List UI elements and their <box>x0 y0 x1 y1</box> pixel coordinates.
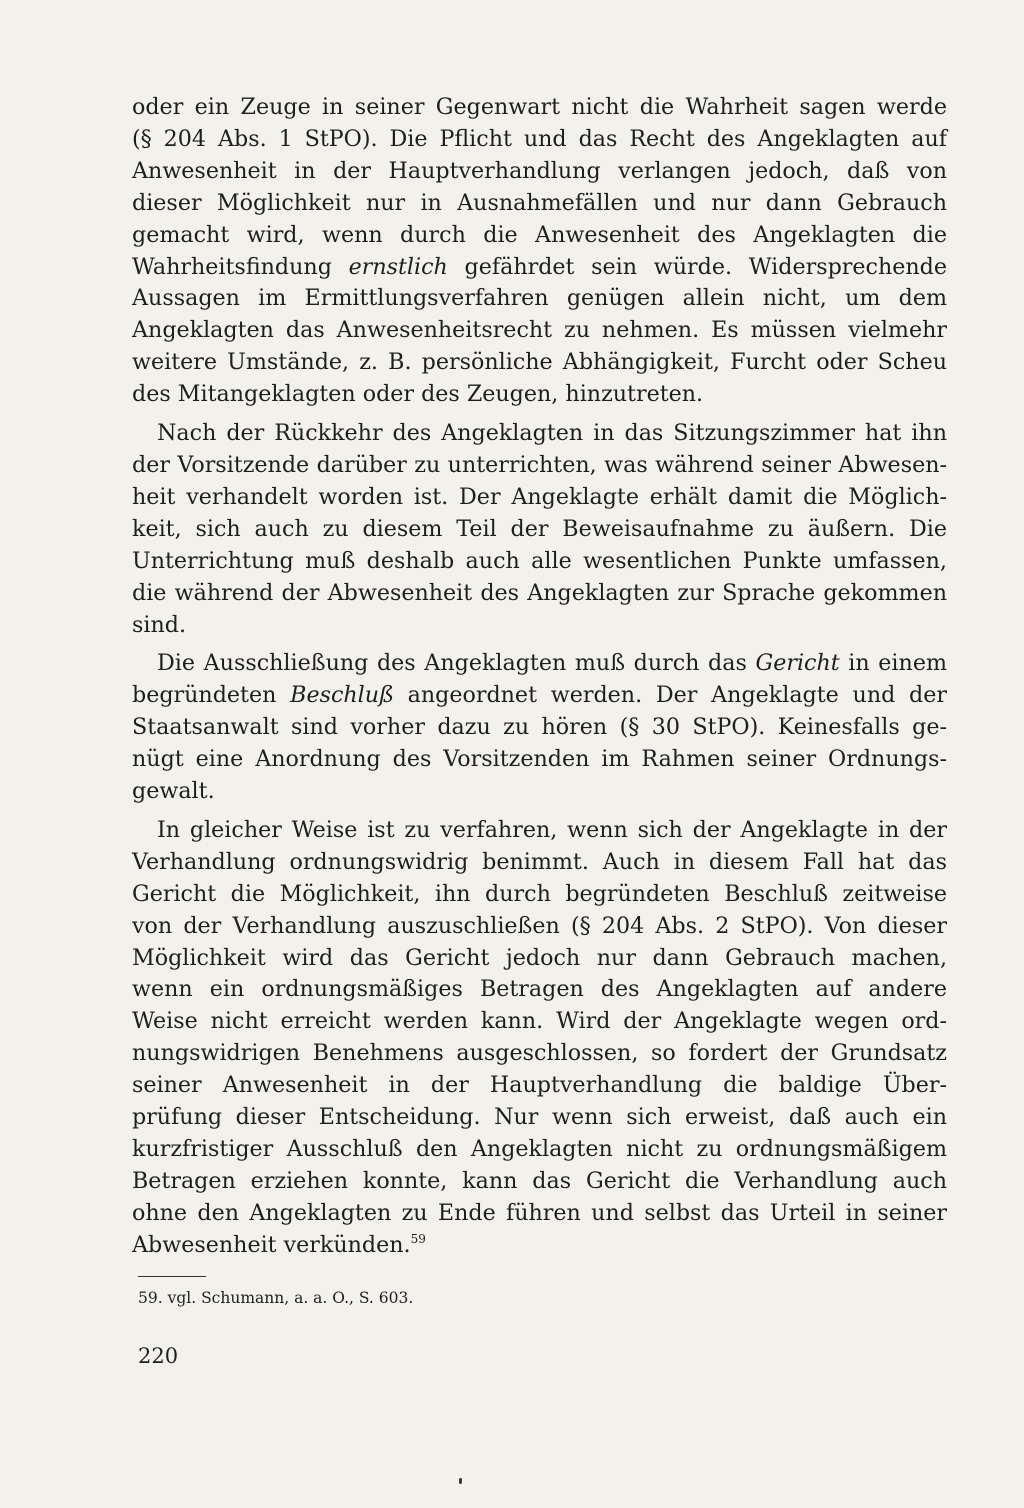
text-run: Staatsanwalt sind vorher dazu zu hören (§ 30 StPO). Keinesfalls ge- <box>132 714 947 741</box>
text-line <box>132 379 947 411</box>
text-run: wenn ein ordnungsmäßiges Betragen des Angeklagten auf andere <box>132 976 947 1003</box>
text-line <box>132 315 947 347</box>
text-line <box>132 1006 947 1038</box>
text-line <box>132 482 947 514</box>
text-run: heit verhandelt worden ist. Der Angeklagte erhält damit die Möglich- <box>132 483 947 510</box>
text-run: Möglichkeit wird das Gericht jedoch nur dann Gebrauch machen, <box>132 944 947 971</box>
text-run: weitere Umstände, z. B. persönliche Abhängigkeit, Furcht oder Scheu <box>132 349 947 376</box>
text-line <box>132 124 947 156</box>
text-line <box>132 1038 947 1070</box>
text-run: Abwesenheit verkünden. <box>132 1231 411 1258</box>
text-line <box>132 815 947 847</box>
text-run: nungswidrigen Benehmens ausgeschlossen, so fordert der Grundsatz <box>132 1040 947 1067</box>
text-line <box>132 220 947 252</box>
text-run: Die Ausschließung des Angeklagten muß durch das <box>157 650 756 677</box>
text-line <box>132 514 947 546</box>
page-number: 220 <box>138 1344 179 1368</box>
footnote-separator <box>138 1276 206 1277</box>
text-run: nügt eine Anordnung des Vorsitzenden im Rahmen seiner Ordnungs- <box>132 746 947 773</box>
emphasized-text: Gericht <box>755 650 840 677</box>
text-line <box>132 776 947 808</box>
text-run: Weise nicht erreicht werden kann. Wird der Angeklagte wegen ord- <box>132 1008 947 1035</box>
text-line <box>132 546 947 578</box>
text-run: Betragen erziehen konnte, kann das Gericht die Verhandlung auch <box>132 1167 947 1194</box>
text-line <box>132 744 947 776</box>
text-line <box>132 418 947 450</box>
text-run: sind. <box>132 611 187 638</box>
text-run: in einem <box>839 650 947 677</box>
text-line <box>132 610 947 642</box>
text-run: gemacht wird, wenn durch die Anwesenheit des Angeklagten die <box>132 221 947 248</box>
text-run: gewalt. <box>132 778 215 805</box>
text-run: Aussagen im Ermittlungsverfahren genügen allein nicht, um dem <box>132 285 947 312</box>
text-line <box>132 188 947 220</box>
text-line <box>132 847 947 879</box>
text-line <box>132 92 947 124</box>
print-speck <box>459 1478 462 1484</box>
text-line <box>132 450 947 482</box>
text-run: gefährdet sein würde. Widersprechende <box>447 253 947 280</box>
text-line <box>132 974 947 1006</box>
paragraph-3 <box>132 648 947 808</box>
text-run: Wahrheitsfindung <box>132 253 349 280</box>
text-run: ohne den Angeklagten zu Ende führen und selbst das Urteil in seiner <box>132 1199 947 1226</box>
text-line <box>132 283 947 315</box>
text-line <box>132 1134 947 1166</box>
text-line <box>132 1102 947 1134</box>
text-run: die während der Abwesenheit des Angeklagten zur Sprache gekommen <box>132 579 947 606</box>
text-run: Angeklagten das Anwesenheitsrecht zu nehmen. Es müssen vielmehr <box>132 317 947 344</box>
emphasized-text: Beschluß <box>290 682 394 709</box>
emphasized-text: ernstlich <box>348 253 448 280</box>
text-line <box>132 156 947 188</box>
text-run: von der Verhandlung auszuschließen (§ 204 Abs. 2 StPO). Von dieser <box>132 912 947 939</box>
footnote-reference: 59 <box>410 1231 426 1246</box>
text-run: angeordnet werden. Der Angeklagte und der <box>393 682 947 709</box>
text-run: des Mitangeklagten oder des Zeugen, hinzutreten. <box>132 381 704 408</box>
paragraph-1 <box>132 92 947 411</box>
text-run: Nach der Rückkehr des Angeklagten in das Sitzungszimmer hat ihn <box>157 420 947 447</box>
text-run: dieser Möglichkeit nur in Ausnahmefällen und nur dann Gebrauch <box>132 189 947 216</box>
page-body <box>132 92 947 1269</box>
text-run: Unterrichtung muß deshalb auch alle wesentlichen Punkte umfassen, <box>132 547 947 574</box>
text-line <box>132 680 947 712</box>
text-run: In gleicher Weise ist zu verfahren, wenn sich der Angeklagte in der <box>157 816 947 843</box>
text-run: prüfung dieser Entscheidung. Nur wenn sich erweist, daß auch ein <box>132 1104 947 1131</box>
text-line <box>132 712 947 744</box>
text-line <box>132 1230 947 1262</box>
paragraph-2 <box>132 418 947 641</box>
text-run: oder ein Zeuge in seiner Gegenwart nicht die Wahrheit sagen werde <box>132 94 947 120</box>
text-run: Gericht die Möglichkeit, ihn durch begründeten Beschluß zeitweise <box>132 880 947 907</box>
text-run: Anwesenheit in der Hauptverhandlung verlangen jedoch, daß von <box>132 157 947 184</box>
text-line <box>132 1070 947 1102</box>
text-run: (§ 204 Abs. 1 StPO). Die Pflicht und das Recht des Angeklagten auf <box>132 125 947 152</box>
text-run: keit, sich auch zu diesem Teil der Beweisaufnahme zu äußern. Die <box>132 515 947 542</box>
paragraph-4 <box>132 815 947 1262</box>
text-run: begründeten <box>132 682 291 709</box>
text-run: der Vorsitzende darüber zu unterrichten, was während seiner Abwesen- <box>132 451 947 478</box>
text-line <box>132 943 947 975</box>
footnote: 59. vgl. Schumann, a. a. O., S. 603. <box>138 1289 414 1307</box>
text-line <box>132 347 947 379</box>
text-line <box>132 879 947 911</box>
text-run: kurzfristiger Ausschluß den Angeklagten nicht zu ordnungsmäßigem <box>132 1136 947 1162</box>
text-line <box>132 252 947 284</box>
text-run: Verhandlung ordnungswidrig benimmt. Auch in diesem Fall hat das <box>132 848 947 875</box>
text-run: seiner Anwesenheit in der Hauptverhandlung die baldige Über- <box>132 1072 947 1099</box>
text-line <box>132 1166 947 1198</box>
text-line <box>132 578 947 610</box>
text-line <box>132 648 947 680</box>
text-line <box>132 1198 947 1230</box>
text-line <box>132 911 947 943</box>
